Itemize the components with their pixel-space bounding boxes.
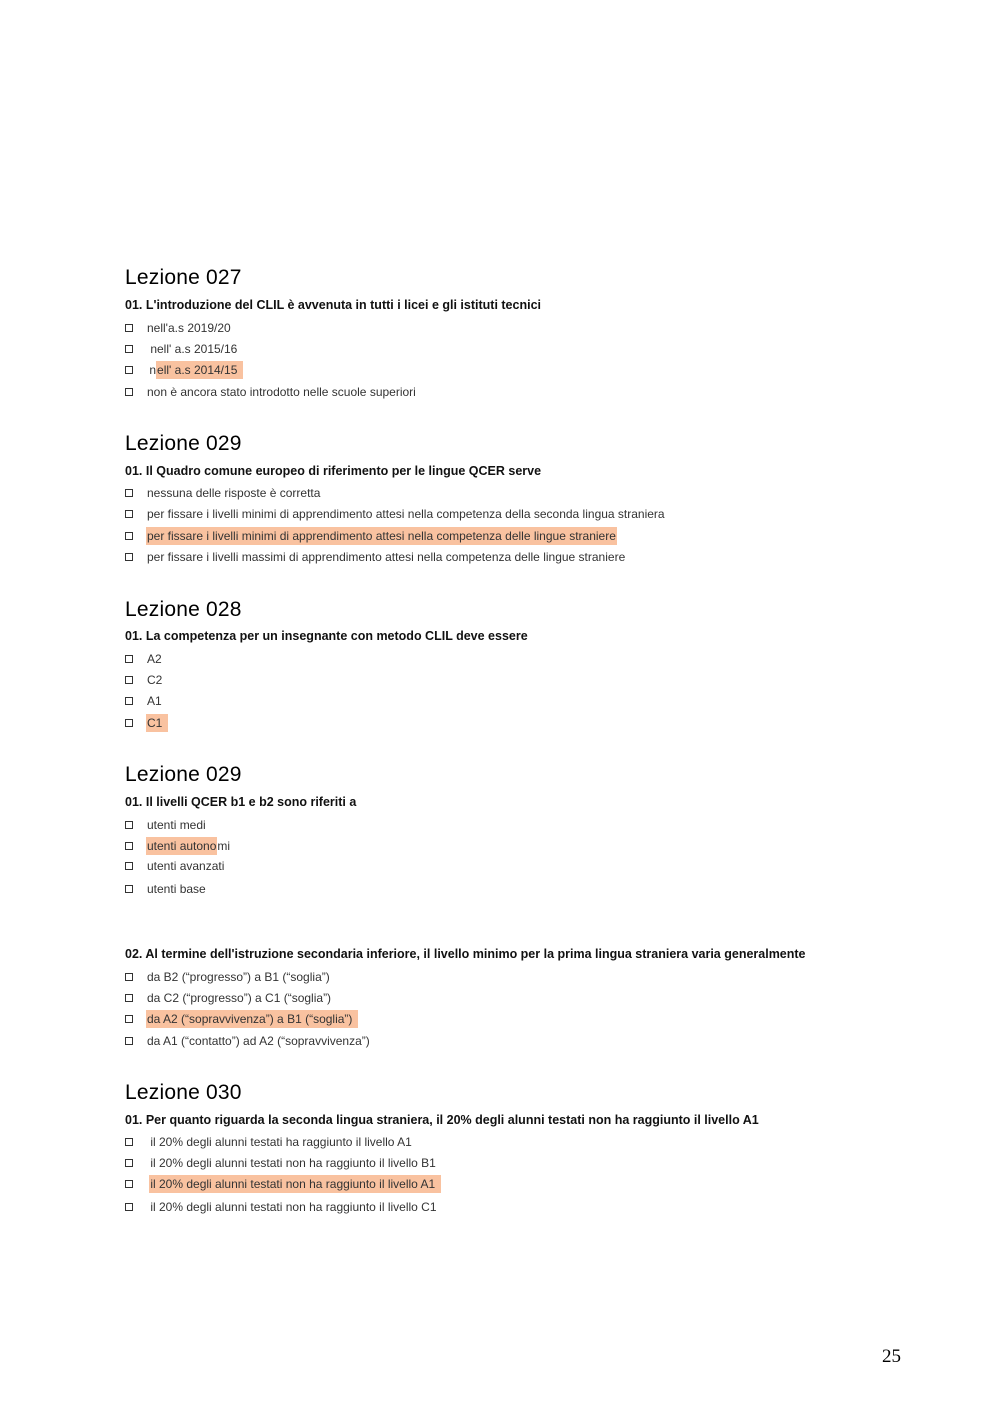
answer-option[interactable] xyxy=(125,967,331,987)
answer-option[interactable] xyxy=(125,1132,413,1152)
checkbox-icon[interactable] xyxy=(125,324,133,332)
lesson-title: Lezione 027 xyxy=(125,266,242,289)
question-text: 01. Per quanto riguarda la seconda lingua straniera, il 20% degli alunni testati non ha raggiunto il livello A1 xyxy=(125,1113,759,1127)
option-text: non è ancora stato introdotto nelle scuole superiori xyxy=(147,385,416,399)
checkbox-icon[interactable] xyxy=(125,1138,133,1146)
answer-option[interactable] xyxy=(125,382,417,402)
question-text: 02. Al termine dell'istruzione secondaria inferiore, il livello minimo per la prima lingua straniera varia generalmente xyxy=(125,947,806,961)
answer-option[interactable] xyxy=(125,526,617,546)
checkbox-icon[interactable] xyxy=(125,885,133,893)
answer-option[interactable] xyxy=(125,1009,358,1029)
answer-option[interactable] xyxy=(125,504,666,524)
answer-option[interactable] xyxy=(125,691,163,711)
answer-option[interactable] xyxy=(125,649,163,669)
checkbox-icon[interactable] xyxy=(125,821,133,829)
checkbox-icon[interactable] xyxy=(125,994,133,1002)
question-text: 01. L'introduzione del CLIL è avvenuta in tutti i licei e gli istituti tecnici xyxy=(125,298,541,312)
checkbox-icon[interactable] xyxy=(125,1180,133,1188)
checkbox-icon[interactable] xyxy=(125,862,133,870)
option-text: utenti base xyxy=(147,882,206,896)
option-text: utenti medi xyxy=(147,818,206,832)
option-text: nell' a.s 2015/16 xyxy=(147,342,238,356)
question-text: 01. La competenza per un insegnante con metodo CLIL deve essere xyxy=(125,629,528,643)
answer-option[interactable] xyxy=(125,1031,371,1051)
option-text: da B2 (“progresso”) a B1 (“soglia”) xyxy=(147,970,330,984)
highlighted-answer: da A2 (“sopravvivenza”) a B1 (“soglia”) xyxy=(146,1010,358,1028)
page-number: 25 xyxy=(882,1346,901,1367)
highlighted-answer: C1 xyxy=(146,714,168,732)
answer-option[interactable] xyxy=(125,670,163,690)
question-text: 01. Il Quadro comune europeo di riferimento per le lingue QCER serve xyxy=(125,464,542,478)
option-text: A2 xyxy=(147,652,162,666)
checkbox-icon[interactable] xyxy=(125,553,133,561)
lesson-title: Lezione 028 xyxy=(125,598,242,621)
checkbox-icon[interactable] xyxy=(125,345,133,353)
option-text: n xyxy=(146,363,157,377)
option-text: il 20% degli alunni testati ha raggiunto il livello A1 xyxy=(147,1135,412,1149)
highlighted-answer: ell' a.s 2014/15 xyxy=(156,361,243,379)
answer-option[interactable] xyxy=(125,1174,441,1194)
checkbox-icon[interactable] xyxy=(125,1015,133,1023)
highlighted-answer: per fissare i livelli minimi di apprendimento attesi nella competenza delle lingue straniere xyxy=(147,529,616,543)
option-text: utenti avanzati xyxy=(147,859,225,873)
option-text: C2 xyxy=(147,673,163,687)
answer-option[interactable] xyxy=(125,360,243,380)
answer-option[interactable] xyxy=(125,879,207,899)
checkbox-icon[interactable] xyxy=(125,719,133,727)
answer-option[interactable] xyxy=(125,815,207,835)
option-text: il 20% degli alunni testati non ha raggiunto il livello C1 xyxy=(147,1200,437,1214)
checkbox-icon[interactable] xyxy=(125,973,133,981)
highlighted-answer: utenti autono xyxy=(147,839,217,853)
checkbox-icon[interactable] xyxy=(125,676,133,684)
answer-option[interactable] xyxy=(125,339,238,359)
highlighted-answer: il 20% degli alunni testati non ha raggiunto il livello A1 xyxy=(149,1175,441,1193)
option-text: il 20% degli alunni testati non ha raggiunto il livello B1 xyxy=(147,1156,436,1170)
answer-option[interactable] xyxy=(125,713,168,733)
checkbox-icon[interactable] xyxy=(125,1159,133,1167)
question-text: 01. Il livelli QCER b1 e b2 sono riferiti a xyxy=(125,795,357,809)
lesson-title: Lezione 030 xyxy=(125,1081,242,1104)
checkbox-icon[interactable] xyxy=(125,510,133,518)
lesson-title: Lezione 029 xyxy=(125,763,242,786)
option-text: da C2 (“progresso”) a C1 (“soglia”) xyxy=(147,991,332,1005)
answer-option[interactable] xyxy=(125,988,332,1008)
lesson-title: Lezione 029 xyxy=(125,432,242,455)
checkbox-icon[interactable] xyxy=(125,532,133,540)
option-text: da A1 (“contatto”) ad A2 (“sopravvivenza”) xyxy=(147,1034,370,1048)
answer-option[interactable] xyxy=(125,836,230,856)
checkbox-icon[interactable] xyxy=(125,655,133,663)
checkbox-icon[interactable] xyxy=(125,842,133,850)
answer-option[interactable] xyxy=(125,483,321,503)
option-text: per fissare i livelli minimi di apprendimento attesi nella competenza della seconda lingua straniera xyxy=(147,507,665,521)
option-text: nessuna delle risposte è corretta xyxy=(147,486,321,500)
checkbox-icon[interactable] xyxy=(125,489,133,497)
option-text: A1 xyxy=(147,694,162,708)
option-text: per fissare i livelli massimi di apprendimento attesi nella competenza delle lingue straniere xyxy=(147,550,626,564)
checkbox-icon[interactable] xyxy=(125,1037,133,1045)
checkbox-icon[interactable] xyxy=(125,366,133,374)
answer-option[interactable] xyxy=(125,856,225,876)
checkbox-icon[interactable] xyxy=(125,388,133,396)
answer-option[interactable] xyxy=(125,1153,437,1173)
checkbox-icon[interactable] xyxy=(125,697,133,705)
answer-option[interactable] xyxy=(125,1197,438,1217)
answer-option[interactable] xyxy=(125,547,626,567)
answer-option[interactable] xyxy=(125,318,232,338)
option-text: nell'a.s 2019/20 xyxy=(147,321,231,335)
checkbox-icon[interactable] xyxy=(125,1203,133,1211)
option-text: mi xyxy=(217,839,231,853)
